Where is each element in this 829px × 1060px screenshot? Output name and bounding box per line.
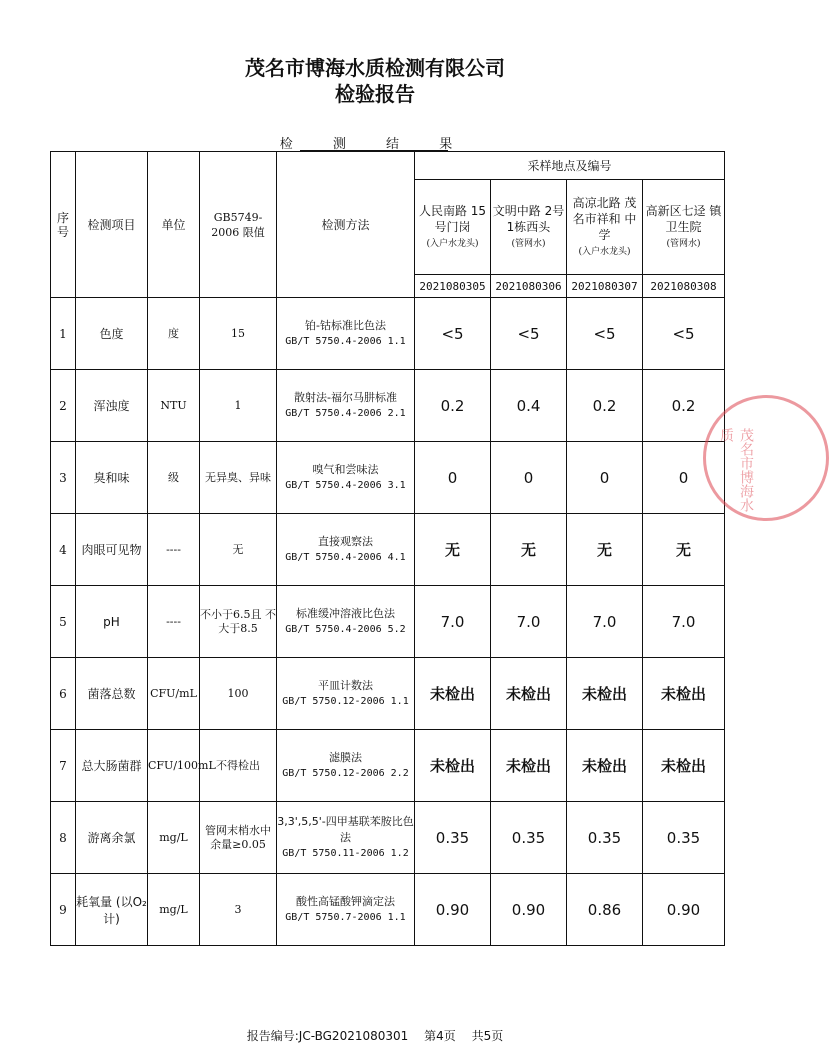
row-no: 6 [51,658,76,730]
result-value: 0 [415,442,491,514]
item-name: 浑浊度 [76,370,148,442]
item-name: 臭和味 [76,442,148,514]
row-no: 1 [51,298,76,370]
result-value: 0.2 [567,370,643,442]
table-row [51,370,725,442]
method-cell [277,442,415,514]
result-value: 未检出 [643,658,725,730]
method-name: 滤膜法 [329,750,362,764]
item-limit: 3 [200,874,277,946]
result-value: 无 [415,514,491,586]
row-no: 2 [51,370,76,442]
item-unit: ---- [148,514,200,586]
result-value: <5 [567,298,643,370]
table-row [51,874,725,946]
method-standard: GB/T 5750.4-2006 2.1 [285,407,406,419]
result-value: 7.0 [643,586,725,658]
company-stamp [703,395,829,521]
method-name: 嗅气和尝味法 [312,462,379,476]
site-header [567,180,643,275]
site-name: 高新区七迳 镇卫生院 [645,204,722,234]
result-value: <5 [415,298,491,370]
results-body [51,298,725,946]
header-item: 检测项目 [76,152,148,298]
result-value: 0.2 [415,370,491,442]
item-unit: 级 [148,442,200,514]
item-limit: 15 [200,298,277,370]
result-value: 7.0 [567,586,643,658]
site-note: (入户水龙头) [426,239,479,249]
site-note: (管网水) [666,239,701,249]
row-no: 7 [51,730,76,802]
site-name: 高凉北路 茂名市祥和 中学 [572,196,637,242]
row-no: 3 [51,442,76,514]
stamp-text: 茂名市博海水质 [718,428,754,512]
method-cell [277,730,415,802]
result-value: 0.35 [643,802,725,874]
result-value: 0.35 [415,802,491,874]
item-unit: 度 [148,298,200,370]
result-value: 0.4 [491,370,567,442]
result-value: 0.86 [567,874,643,946]
company-name: 茂名市博海水质检测有限公司 [245,56,505,80]
result-value: 未检出 [567,658,643,730]
item-unit: CFU/100mL [148,730,200,802]
result-value: 0.35 [491,802,567,874]
item-unit: mg/L [148,874,200,946]
item-unit: ---- [148,586,200,658]
site-header [643,180,725,275]
method-name: 酸性高锰酸钾滴定法 [296,894,395,908]
method-standard: GB/T 5750.4-2006 4.1 [285,551,406,563]
result-value: 无 [643,514,725,586]
method-standard: GB/T 5750.12-2006 2.2 [282,767,409,779]
result-value: 无 [491,514,567,586]
method-cell [277,874,415,946]
result-value: 0.90 [491,874,567,946]
method-cell [277,586,415,658]
row-no: 8 [51,802,76,874]
footer [0,1027,750,1044]
site-note: (管网水) [511,239,546,249]
result-value: <5 [643,298,725,370]
row-no: 4 [51,514,76,586]
method-cell [277,658,415,730]
method-standard: GB/T 5750.4-2006 3.1 [285,479,406,491]
result-value: 未检出 [491,658,567,730]
header-sites-group: 采样地点及编号 [415,152,725,180]
result-value: 未检出 [567,730,643,802]
method-name: 标准缓冲溶液比色法 [296,606,395,620]
result-value: 0.90 [643,874,725,946]
site-header [491,180,567,275]
item-name: 耗氧量 (以O₂计) [76,874,148,946]
result-value: 未检出 [415,730,491,802]
method-name: 散射法-福尔马肼标准 [294,390,397,404]
table-row [51,586,725,658]
result-value: 未检出 [491,730,567,802]
item-name: 总大肠菌群 [76,730,148,802]
method-standard: GB/T 5750.7-2006 1.1 [285,911,406,923]
results-table [50,151,725,946]
page-total: 共5页 [471,1029,504,1043]
row-no: 5 [51,586,76,658]
item-limit: 无异臭、异味 [200,442,277,514]
item-name: 色度 [76,298,148,370]
method-cell [277,802,415,874]
sample-code: 2021080308 [643,275,725,298]
item-limit: 不得检出 [200,730,277,802]
result-value: 未检出 [415,658,491,730]
header-no: 序号 [51,152,76,298]
result-value: 无 [567,514,643,586]
table-row [51,658,725,730]
method-standard: GB/T 5750.12-2006 1.1 [282,695,409,707]
method-name: 铂-钴标准比色法 [305,318,386,332]
result-value: 未检出 [643,730,725,802]
item-limit: 1 [200,370,277,442]
table-row [51,802,725,874]
method-name: 平皿计数法 [318,678,373,692]
method-name: 直接观察法 [318,534,373,548]
item-limit: 无 [200,514,277,586]
item-unit: NTU [148,370,200,442]
section-title: 检 测 结 果 [279,137,471,152]
result-value: 0 [491,442,567,514]
sample-code: 2021080305 [415,275,491,298]
table-row [51,298,725,370]
table-row [51,442,725,514]
header-limit: GB5749-2006 限值 [200,152,277,298]
page-number: 第4页 [424,1029,456,1043]
table-row [51,730,725,802]
item-unit: CFU/mL [148,658,200,730]
item-unit: mg/L [148,802,200,874]
method-cell [277,514,415,586]
result-value: 0.2 [643,370,725,442]
method-standard: GB/T 5750.4-2006 1.1 [285,335,406,347]
sample-code: 2021080307 [567,275,643,298]
result-value: 0 [643,442,725,514]
result-value: 0.35 [567,802,643,874]
result-value: 7.0 [491,586,567,658]
header-method: 检测方法 [277,152,415,298]
method-cell [277,298,415,370]
item-name: pH [76,586,148,658]
item-name: 游离余氯 [76,802,148,874]
method-standard: GB/T 5750.11-2006 1.2 [282,847,409,859]
site-header [415,180,491,275]
row-no: 9 [51,874,76,946]
report-number: 报告编号:JC-BG2021080301 [246,1029,409,1043]
item-name: 肉眼可见物 [76,514,148,586]
result-value: 0 [567,442,643,514]
header-unit: 单位 [148,152,200,298]
table-row [51,514,725,586]
site-name: 文明中路 2号1栋西头 [492,204,565,234]
sample-code: 2021080306 [491,275,567,298]
report-title: 检验报告 [335,82,415,106]
result-value: 7.0 [415,586,491,658]
site-note: (入户水龙头) [578,247,631,257]
item-limit: 不小于6.5且 不大于8.5 [200,586,277,658]
result-value: 0.90 [415,874,491,946]
method-standard: GB/T 5750.4-2006 5.2 [285,623,406,635]
item-name: 菌落总数 [76,658,148,730]
result-value: <5 [491,298,567,370]
method-name: 3,3',5,5'-四甲基联苯胺比色法 [277,814,414,844]
item-limit: 100 [200,658,277,730]
site-name: 人民南路 15号门岗 [418,204,487,234]
method-cell [277,370,415,442]
item-limit: 管网末梢水中 余量≥0.05 [200,802,277,874]
